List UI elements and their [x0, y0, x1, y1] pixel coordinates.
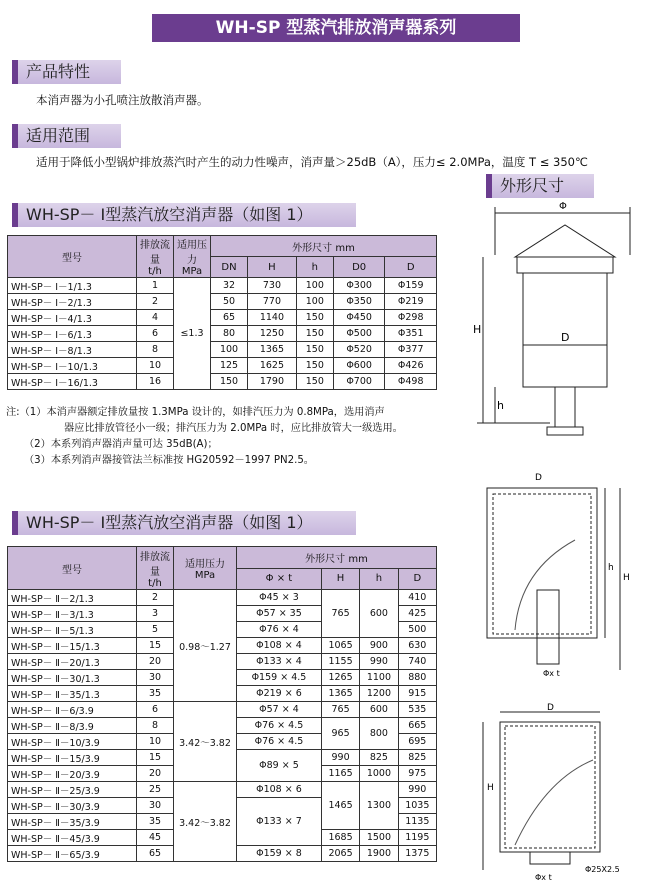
label-phi: Φ — [559, 201, 567, 212]
t1-dim: Φ450 — [333, 310, 385, 326]
t2-model: WH-SP－ Ⅱ－35/1.3 — [8, 686, 137, 702]
t1-flow: 16 — [137, 374, 174, 390]
t2-model: WH-SP－ Ⅱ－30/1.3 — [8, 670, 137, 686]
col2-pressure: 适用压力 MPa — [174, 547, 237, 590]
t2-H: 765 — [321, 702, 359, 718]
label-D: D — [561, 331, 570, 344]
t1-flow: 1 — [137, 278, 174, 294]
t2-h: 1300 — [360, 782, 398, 830]
note-1: 注:（1）本消声器额定排放量按 1.3MPa 设计的，如排汽压力为 0.8MPa，选用消声 — [6, 407, 385, 418]
t2-D: 410 — [398, 590, 436, 606]
col2-phi: Φ × t — [237, 568, 322, 590]
t2-h: 825 — [360, 750, 398, 766]
t2-D: 975 — [398, 766, 436, 782]
t1-dim: 100 — [296, 294, 333, 310]
t1-dim: 32 — [211, 278, 248, 294]
t2-D: 990 — [398, 782, 436, 798]
t2-h: 1500 — [360, 830, 398, 846]
t2-D: 535 — [398, 702, 436, 718]
t2-D: 880 — [398, 670, 436, 686]
t1-dim: 100 — [211, 342, 248, 358]
col-h: h — [296, 257, 333, 278]
t2-pressure: 0.98～1.27 — [174, 590, 237, 702]
table2-heading: WH-SP－ Ⅰ型蒸汽放空消声器（如图 1） — [12, 511, 356, 535]
col2-flow: 排放流量 t/h — [137, 547, 174, 590]
t1-dim: Φ300 — [333, 278, 385, 294]
t2-flow: 15 — [137, 638, 174, 654]
col-d: D — [385, 257, 437, 278]
table1-row — [8, 310, 437, 326]
label-phixt3: Φx t — [535, 873, 552, 882]
t2-H: 1065 — [321, 638, 359, 654]
t2-h: 900 — [360, 638, 398, 654]
note-2: （2）本系列消声器消声量可达 35dB(A)； — [24, 439, 218, 450]
t2-model: WH-SP－ Ⅱ－8/3.9 — [8, 718, 137, 734]
t2-H: 1165 — [321, 766, 359, 782]
t2-phi: Φ76 × 4.5 — [237, 734, 322, 750]
t2-h: 600 — [360, 702, 398, 718]
t2-H: 1685 — [321, 830, 359, 846]
t2-model: WH-SP－ Ⅱ－30/3.9 — [8, 798, 137, 814]
t2-model: WH-SP－ Ⅱ－20/1.3 — [8, 654, 137, 670]
t2-D: 915 — [398, 686, 436, 702]
t2-phi: Φ108 × 4 — [237, 638, 322, 654]
t1-dim: 1790 — [248, 374, 297, 390]
t2-model: WH-SP－ Ⅱ－10/3.9 — [8, 734, 137, 750]
t1-flow: 10 — [137, 358, 174, 374]
t2-flow: 65 — [137, 846, 174, 862]
t1-dim: 1250 — [248, 326, 297, 342]
t2-model: WH-SP－ Ⅱ－15/3.9 — [8, 750, 137, 766]
note-1-cont: 器应比排放管径小一级；排汽压力为 2.0MPa 时，应比排放管大一级选用。 — [64, 423, 403, 434]
t2-flow: 10 — [137, 734, 174, 750]
t2-D: 740 — [398, 654, 436, 670]
t2-pressure: 3.42～3.82 — [174, 702, 237, 782]
t2-flow: 15 — [137, 750, 174, 766]
t1-dim: 80 — [211, 326, 248, 342]
t1-flow: 2 — [137, 294, 174, 310]
t2-flow: 3 — [137, 606, 174, 622]
t2-model: WH-SP－ Ⅱ－2/1.3 — [8, 590, 137, 606]
t2-H: 2065 — [321, 846, 359, 862]
t2-phi: Φ76 × 4 — [237, 622, 322, 638]
col2-H: H — [321, 568, 359, 590]
t2-phi: Φ219 × 6 — [237, 686, 322, 702]
label-H2: H — [623, 573, 630, 583]
table1-row — [8, 342, 437, 358]
col-flow: 排放流量 t/h — [137, 236, 174, 278]
t2-flow: 25 — [137, 782, 174, 798]
t1-dim: Φ377 — [385, 342, 437, 358]
table1-row — [8, 374, 437, 390]
t1-flow: 4 — [137, 310, 174, 326]
col-H: H — [248, 257, 297, 278]
t1-model: WH-SP－ Ⅰ－10/1.3 — [8, 358, 137, 374]
t2-H: 1155 — [321, 654, 359, 670]
t2-H: 990 — [321, 750, 359, 766]
t1-dim: Φ351 — [385, 326, 437, 342]
col2-D: D — [398, 568, 436, 590]
t1-dim: 150 — [296, 374, 333, 390]
t2-D: 1375 — [398, 846, 436, 862]
label-D3: D — [547, 703, 554, 713]
t2-D: 1135 — [398, 814, 436, 830]
t2-h: 1100 — [360, 670, 398, 686]
t2-H: 965 — [321, 718, 359, 750]
t2-flow: 30 — [137, 798, 174, 814]
features-text: 本消声器为小孔喷注放散消声器。 — [36, 93, 209, 107]
t2-H: 1265 — [321, 670, 359, 686]
t2-D: 665 — [398, 718, 436, 734]
table1 — [7, 235, 437, 390]
t2-model: WH-SP－ Ⅱ－6/3.9 — [8, 702, 137, 718]
t2-D: 500 — [398, 622, 436, 638]
label-h: h — [497, 399, 504, 412]
t2-flow: 20 — [137, 766, 174, 782]
t1-dim: 1365 — [248, 342, 297, 358]
t1-dim: 50 — [211, 294, 248, 310]
col-dn: DN — [211, 257, 248, 278]
t2-model: WH-SP－ Ⅱ－15/1.3 — [8, 638, 137, 654]
t2-flow: 2 — [137, 590, 174, 606]
t2-phi: Φ159 × 8 — [237, 846, 322, 862]
t1-dim: 125 — [211, 358, 248, 374]
t1-dim: Φ500 — [333, 326, 385, 342]
t1-dim: 730 — [248, 278, 297, 294]
t2-phi: Φ76 × 4.5 — [237, 718, 322, 734]
t1-dim: 150 — [296, 358, 333, 374]
t1-dim: 150 — [296, 326, 333, 342]
t2-H: 765 — [321, 590, 359, 638]
t1-dim: Φ520 — [333, 342, 385, 358]
scope-heading: 适用范围 — [12, 124, 121, 148]
col-pressure: 适用压力 MPa — [174, 236, 211, 278]
notes — [6, 405, 456, 469]
t1-model: WH-SP－ Ⅰ－8/1.3 — [8, 342, 137, 358]
col-dims: 外形尺寸 mm — [211, 236, 437, 257]
t2-flow: 45 — [137, 830, 174, 846]
t1-dim: Φ298 — [385, 310, 437, 326]
t2-phi: Φ159 × 4.5 — [237, 670, 322, 686]
t2-flow: 35 — [137, 686, 174, 702]
t2-h: 1000 — [360, 766, 398, 782]
t2-model: WH-SP－ Ⅱ－35/3.9 — [8, 814, 137, 830]
t2-flow: 6 — [137, 702, 174, 718]
t1-dim: Φ700 — [333, 374, 385, 390]
t1-dim: Φ159 — [385, 278, 437, 294]
table1-row — [8, 326, 437, 342]
t1-dim: 65 — [211, 310, 248, 326]
t1-dim: 770 — [248, 294, 297, 310]
page-title: WH-SP 型蒸汽排放消声器系列 — [152, 14, 520, 42]
t2-model: WH-SP－ Ⅱ－25/3.9 — [8, 782, 137, 798]
t2-phi: Φ133 × 7 — [237, 798, 322, 846]
t2-D: 825 — [398, 750, 436, 766]
t2-model: WH-SP－ Ⅱ－20/3.9 — [8, 766, 137, 782]
t2-h: 1200 — [360, 686, 398, 702]
t2-D: 1195 — [398, 830, 436, 846]
t1-dim: 100 — [296, 278, 333, 294]
t1-model: WH-SP－ Ⅰ－1/1.3 — [8, 278, 137, 294]
label-phixt: Φx t — [543, 669, 560, 678]
t2-D: 630 — [398, 638, 436, 654]
t2-flow: 5 — [137, 622, 174, 638]
t2-model: WH-SP－ Ⅱ－5/1.3 — [8, 622, 137, 638]
t2-phi: Φ57 × 35 — [237, 606, 322, 622]
col2-h: h — [360, 568, 398, 590]
t1-dim: Φ600 — [333, 358, 385, 374]
t1-pressure: ≤1.3 — [174, 278, 211, 390]
label-H: H — [473, 323, 482, 336]
t2-D: 1035 — [398, 798, 436, 814]
table1-row — [8, 278, 437, 294]
t1-model: WH-SP－ Ⅰ－16/1.3 — [8, 374, 137, 390]
t2-flow: 30 — [137, 670, 174, 686]
label-h2: h — [608, 563, 614, 573]
t1-model: WH-SP－ Ⅰ－2/1.3 — [8, 294, 137, 310]
t2-pressure: 3.42～3.82 — [174, 782, 237, 862]
col2-model: 型号 — [8, 547, 137, 590]
t1-dim: 1625 — [248, 358, 297, 374]
t2-flow: 35 — [137, 814, 174, 830]
t1-flow: 8 — [137, 342, 174, 358]
table1-row — [8, 294, 437, 310]
t2-h: 600 — [360, 590, 398, 638]
diagram-type2 — [475, 470, 660, 700]
t1-dim: Φ426 — [385, 358, 437, 374]
t2-h: 1900 — [360, 846, 398, 862]
t2-model: WH-SP－ Ⅱ－45/3.9 — [8, 830, 137, 846]
outline-heading: 外形尺寸 — [486, 174, 594, 198]
t2-flow: 20 — [137, 654, 174, 670]
t2-h: 800 — [360, 718, 398, 750]
note-3: （3）本系列消声器接管法兰标准按 HG20592－1997 PN2.5。 — [24, 455, 314, 466]
features-heading: 产品特性 — [12, 60, 121, 84]
label-H3: H — [487, 783, 494, 793]
label-dim3: Φ25X2.5 — [585, 865, 620, 874]
t1-dim: 1140 — [248, 310, 297, 326]
t1-dim: 150 — [211, 374, 248, 390]
t2-model: WH-SP－ Ⅱ－3/1.3 — [8, 606, 137, 622]
t1-dim: Φ350 — [333, 294, 385, 310]
table1-heading: WH-SP－ Ⅰ型蒸汽放空消声器（如图 1） — [12, 203, 356, 227]
t1-model: WH-SP－ Ⅰ－4/1.3 — [8, 310, 137, 326]
table2 — [7, 546, 437, 862]
t1-dim: Φ498 — [385, 374, 437, 390]
t2-D: 695 — [398, 734, 436, 750]
t1-dim: 150 — [296, 342, 333, 358]
t2-flow: 8 — [137, 718, 174, 734]
col-d0: D0 — [333, 257, 385, 278]
t2-phi: Φ133 × 4 — [237, 654, 322, 670]
t2-phi: Φ45 × 3 — [237, 590, 322, 606]
t1-model: WH-SP－ Ⅰ－6/1.3 — [8, 326, 137, 342]
t2-D: 425 — [398, 606, 436, 622]
t2-phi: Φ57 × 4 — [237, 702, 322, 718]
t1-dim: Φ219 — [385, 294, 437, 310]
diagram-type3 — [475, 700, 660, 890]
diagram-type1 — [455, 195, 660, 475]
t2-phi: Φ108 × 6 — [237, 782, 322, 798]
col2-dims: 外形尺寸 mm — [237, 547, 437, 569]
t2-h: 990 — [360, 654, 398, 670]
table1-row — [8, 358, 437, 374]
t2-model: WH-SP－ Ⅱ－65/3.9 — [8, 846, 137, 862]
t2-H: 1365 — [321, 686, 359, 702]
scope-text: 适用于降低小型锅炉排放蒸汽时产生的动力性噪声，消声量＞25dB（A），压力≤ 2.0MPa，温度 T ≤ 350℃ — [36, 155, 588, 169]
t1-flow: 6 — [137, 326, 174, 342]
t1-dim: 150 — [296, 310, 333, 326]
t2-H: 1465 — [321, 782, 359, 830]
t2-phi: Φ89 × 5 — [237, 750, 322, 782]
col-model: 型号 — [8, 236, 137, 278]
label-D2: D — [535, 473, 542, 483]
